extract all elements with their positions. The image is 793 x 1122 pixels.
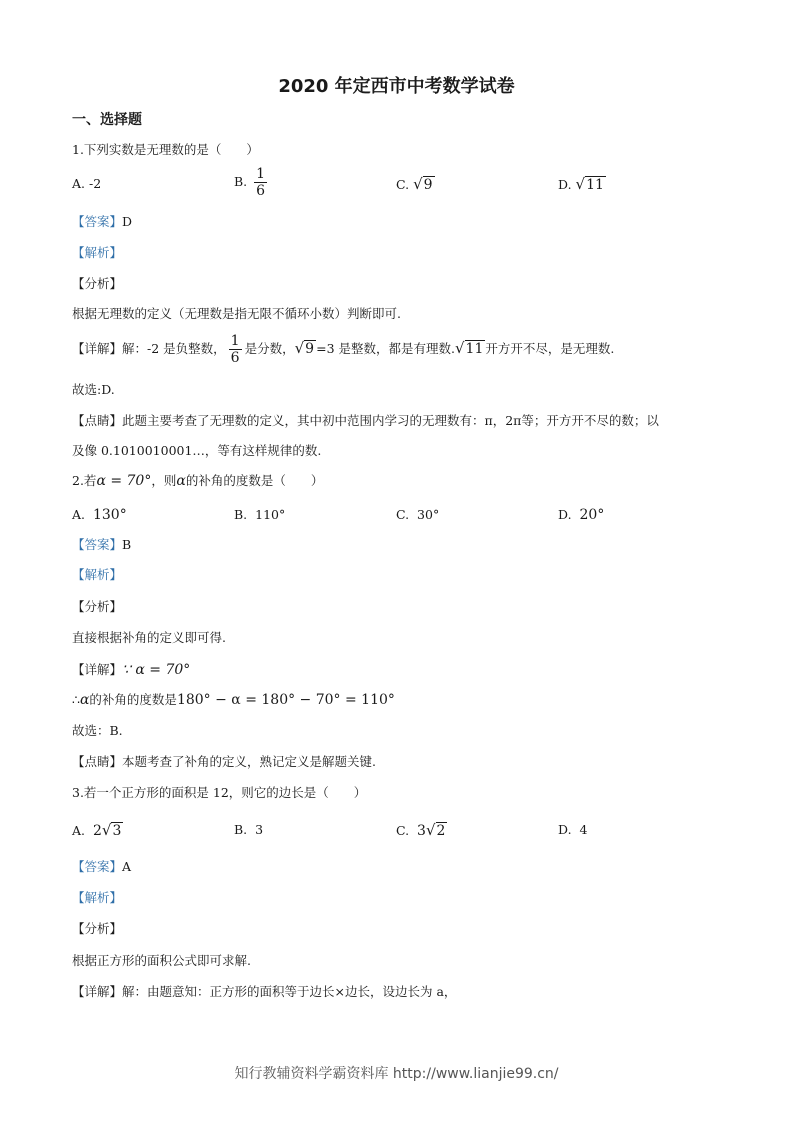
q1-option-c <box>396 176 435 193</box>
section-heading: 一、选择题 <box>72 112 142 128</box>
q3-option-d-label: D. <box>558 822 572 837</box>
q2-option-c-value: 30° <box>417 507 440 522</box>
q2-stem-math: α = 70° <box>96 473 152 489</box>
q2-option-d <box>558 507 604 523</box>
q1-stem: 1.下列实数是无理数的是（ ） <box>72 142 259 157</box>
q2-stem-part2: ，则 <box>151 473 177 488</box>
q1-option-b <box>234 166 270 199</box>
q1-option-b-den: 6 <box>256 183 266 199</box>
q2-dianjing <box>72 754 376 770</box>
q1-answer <box>72 214 132 230</box>
q3-option-c-radicand: 2 <box>436 823 446 839</box>
q1-fenxi: 根据无理数的定义（无理数是指无限不循环小数）判断即可. <box>72 306 401 321</box>
page-title: 2020 年定西市中考数学试卷 <box>278 76 515 97</box>
q2-detail <box>72 662 190 678</box>
q1-detail-rad11: 11 <box>465 341 484 357</box>
q2-option-b-value: 110° <box>255 507 286 522</box>
q3-option-c-coef: 3 <box>417 823 426 839</box>
q1-dianjing-cont: 及像 0.1010010001…，等有这样规律的数. <box>72 443 322 458</box>
q2-fenxi: 直接根据补角的定义即可得. <box>72 630 226 645</box>
q3-detail-text: 解：由题意知：正方形的面积等于边长×边长，设边长为 a， <box>122 984 457 999</box>
q2-line2-math: 180° − α = 180° − 70° = 110° <box>176 692 395 708</box>
q1-detail-num: 1 <box>230 333 240 349</box>
q3-option-b-label: B. <box>234 822 248 837</box>
q2-line2-alpha: α <box>79 692 90 708</box>
q2-option-d-value: 20° <box>579 507 605 523</box>
q2-stem <box>72 473 323 489</box>
q2-jiexi: 【解析】 <box>72 567 123 582</box>
q3-option-a <box>72 822 123 839</box>
q1-option-b-num: 1 <box>256 166 266 182</box>
answer-tag: 【答案】 <box>72 537 123 552</box>
q3-option-a-sqrt: √3 <box>101 821 122 839</box>
q2-detail-line2 <box>72 692 395 708</box>
q2-option-c-label: C. <box>396 507 410 522</box>
q2-option-b-label: B. <box>234 507 248 522</box>
q3-answer <box>72 859 131 875</box>
q1-option-d <box>558 176 606 193</box>
q1-detail-part3: =3 是整数，都是有理数. <box>316 341 455 356</box>
q2-option-c <box>396 507 439 523</box>
q2-option-d-label: D. <box>558 507 572 522</box>
q1-detail-sqrt9: √9 <box>294 339 315 357</box>
answer-tag: 【答案】 <box>72 214 123 229</box>
q3-fenxi-tag: 【分析】 <box>72 921 123 936</box>
q3-jiexi: 【解析】 <box>72 890 123 905</box>
q1-option-a: A. -2 <box>72 176 102 191</box>
q3-option-c-label: C. <box>396 823 410 838</box>
q1-detail-den: 6 <box>230 350 240 366</box>
q1-detail-rad9: 9 <box>305 341 315 357</box>
q1-dianjing-text: 此题主要考查了无理数的定义，其中初中范围内学习的无理数有：π，2π等；开方开不尽的数；以 <box>122 413 659 428</box>
q3-detail <box>72 984 456 1000</box>
q3-option-a-coef: 2 <box>92 823 102 839</box>
q3-option-c <box>396 822 447 839</box>
q3-stem: 3.若一个正方形的面积是 12，则它的边长是（ ） <box>72 785 367 800</box>
q2-stem-part3: 的补角的度数是（ ） <box>185 473 324 488</box>
dianjing-tag: 【点睛】 <box>72 413 123 428</box>
q1-detail-part1: 解：-2 是负整数， <box>122 341 226 356</box>
q2-answer <box>72 537 131 553</box>
detail-tag: 【详解】 <box>72 662 123 677</box>
q2-dianjing-text: 本题考查了补角的定义，熟记定义是解题关键. <box>122 754 376 769</box>
q2-choose: 故选：B. <box>72 723 123 738</box>
q1-option-b-fraction <box>254 166 267 199</box>
q1-detail-part2: 是分数， <box>244 341 295 356</box>
q1-jiexi: 【解析】 <box>72 245 123 260</box>
q1-detail-fraction <box>229 333 242 366</box>
q2-option-b <box>234 507 285 523</box>
dianjing-tag: 【点睛】 <box>72 754 123 769</box>
q3-option-d <box>558 822 587 838</box>
q3-option-d-value: 4 <box>579 822 588 837</box>
q1-option-d-label: D. <box>558 177 572 192</box>
page-footer: 知行教辅资料学霸资料库 http://www.lianjie99.cn/ <box>234 1066 559 1082</box>
q1-answer-value: D <box>122 214 133 229</box>
q1-option-d-sqrt: √11 <box>575 175 604 193</box>
q1-fenxi-tag: 【分析】 <box>72 276 123 291</box>
detail-tag: 【详解】 <box>72 984 123 999</box>
q2-option-a-value: 130° <box>92 507 127 523</box>
q2-option-a-label: A. <box>72 507 86 522</box>
q3-answer-value: A <box>122 859 132 874</box>
q1-option-c-label: C. <box>396 177 410 192</box>
q2-option-a <box>72 507 127 523</box>
q3-option-a-label: A. <box>72 823 86 838</box>
q1-choose: 故选:D. <box>72 382 115 397</box>
q2-line2-therefore: ∴ <box>72 692 80 707</box>
q3-option-a-radicand: 3 <box>112 823 122 839</box>
q3-fenxi: 根据正方形的面积公式即可求解. <box>72 953 251 968</box>
detail-tag: 【详解】 <box>72 341 123 356</box>
q1-detail-part4: 开方开不尽，是无理数. <box>485 341 615 356</box>
q1-option-c-radicand: 9 <box>423 177 433 193</box>
q1-option-b-label: B. <box>234 174 248 189</box>
q2-detail-math: ∵ α = 70° <box>122 662 191 678</box>
q3-option-b-value: 3 <box>255 822 264 837</box>
q2-answer-value: B <box>122 537 132 552</box>
q1-detail <box>72 333 614 366</box>
q1-option-d-radicand: 11 <box>586 177 604 193</box>
q3-option-b <box>234 822 263 838</box>
q2-stem-part1: 2.若 <box>72 473 97 488</box>
q2-fenxi-tag: 【分析】 <box>72 599 123 614</box>
answer-tag: 【答案】 <box>72 859 123 874</box>
q1-option-c-sqrt: √9 <box>413 175 433 193</box>
q1-detail-sqrt11: √11 <box>454 339 484 357</box>
q1-dianjing <box>72 413 659 429</box>
q3-option-c-sqrt: √2 <box>425 821 446 839</box>
q2-line2-mid: 的补角的度数是 <box>89 692 177 707</box>
q2-stem-alpha: α <box>176 473 186 489</box>
